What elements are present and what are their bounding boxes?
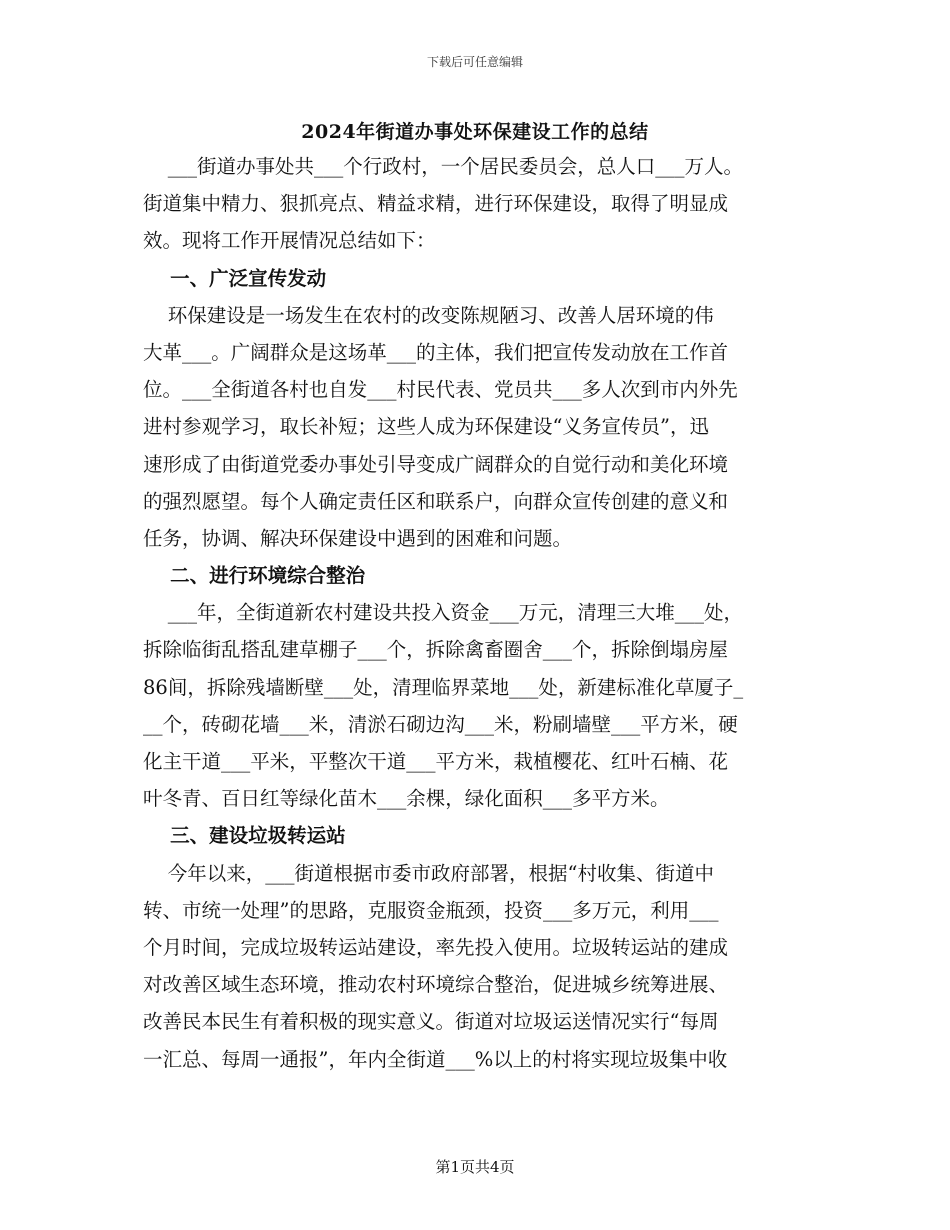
paragraph-line: 个月时间，完成垃圾转运站建设，率先投入使用。垃圾转运站的建成 xyxy=(143,935,729,959)
paragraph-line: 效。现将工作开展情况总结如下： xyxy=(143,229,436,253)
paragraph-line: ___年，全街道新农村建设共投入资金___万元，清理三大堆___处， xyxy=(143,601,744,625)
section-heading: 三、建设垃圾转运站 xyxy=(143,824,346,848)
paragraph-line: 环保建设是一场发生在农村的改变陈规陋习、改善人居环境的伟 xyxy=(143,303,714,327)
paragraph-line: ___街道办事处共___个行政村，一个居民委员会，总人口___万人。 xyxy=(143,155,744,178)
document-title: 2024年街道办事处环保建设工作的总结 xyxy=(301,121,649,143)
paragraph-line: 街道集中精力、狠抓亮点、精益求精，进行环保建设，取得了明显成 xyxy=(143,192,729,216)
paragraph-line: 进村参观学习，取长补短；这些人成为环保建设“义务宣传员”，迅 xyxy=(143,415,709,439)
section-heading: 二、进行环境综合整治 xyxy=(143,564,366,588)
paragraph-line: 86间，拆除残墙断壁___处，清理临界菜地___处，新建标准化草厦子_ xyxy=(143,675,744,699)
section-heading: 一、广泛宣传发动 xyxy=(143,266,327,290)
paragraph-line: __个，砖砌花墙___米，清淤石砌边沟___米，粉刷墙壁___平方米，硬 xyxy=(143,712,738,736)
paragraph-line: 今年以来，___街道根据市委市政府部署，根据“村收集、街道中 xyxy=(143,861,715,885)
paragraph-line: 转、市统一处理”的思路，克服资金瓶颈，投资___多万元，利用___ xyxy=(143,898,719,922)
paragraph-line: 拆除临街乱搭乱建草棚子___个，拆除禽畜圈舍___个，拆除倒塌房屋 xyxy=(143,638,729,662)
paragraph-line: 对改善区域生态环境，推动农村环境综合整治，促进城乡统筹进展、 xyxy=(143,973,729,997)
paragraph-line: 速形成了由街道党委办事处引导变成广阔群众的自觉行动和美化环境 xyxy=(143,452,729,476)
paragraph-line: 位。___全街道各村也自发___村民代表、党员共___多人次到市内外先 xyxy=(143,378,738,402)
paragraph-line: 叶冬青、百日红等绿化苗木___余棵，绿化面积___多平方米。 xyxy=(143,787,670,811)
paragraph-line: 任务，协调、解决环保建设中遇到的困难和问题。 xyxy=(143,526,573,550)
document-body xyxy=(143,148,833,1078)
page-footer: 第1页共4页 xyxy=(435,1158,515,1176)
paragraph-line: 一汇总、每周一通报”，年内全街道___%以上的村将实现垃圾集中收 xyxy=(143,1047,728,1071)
paragraph-line: 化主干道___平米，平整次干道___平方米，栽植樱花、红叶石楠、花 xyxy=(143,750,729,773)
header-note: 下载后可任意编辑 xyxy=(426,55,523,69)
paragraph-line: 的强烈愿望。每个人确定责任区和联系户，向群众宣传创建的意义和 xyxy=(143,489,729,513)
paragraph-line: 大革___。广阔群众是这场革___的主体，我们把宣传发动放在工作首 xyxy=(143,340,729,364)
paragraph-line: 改善民本民生有着积极的现实意义。街道对垃圾运送情况实行“每周 xyxy=(143,1010,719,1034)
